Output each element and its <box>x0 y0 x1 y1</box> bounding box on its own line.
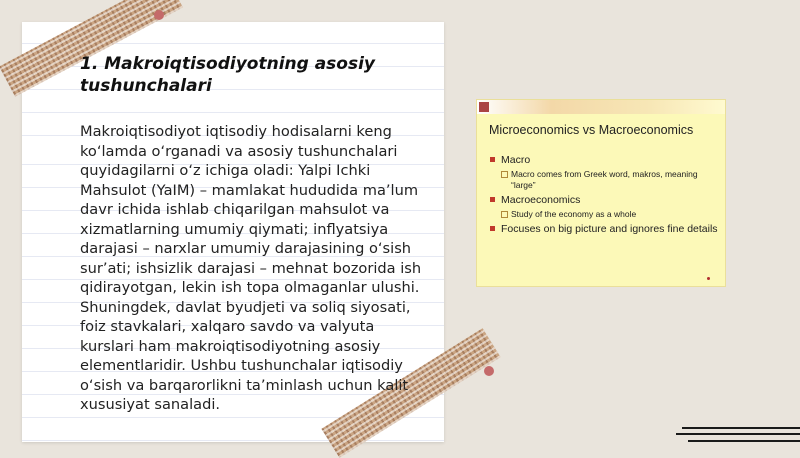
slide-item-label: Focuses on big picture and ignores fine details <box>501 223 718 235</box>
pin-dot-top <box>154 10 164 20</box>
slide-header-bar <box>477 100 725 114</box>
decorative-line <box>682 427 800 429</box>
slide-title: Microeconomics vs Macroeconomics <box>489 123 694 137</box>
slide-thumbnail <box>477 100 725 286</box>
slide-footer-dot <box>707 277 710 280</box>
square-bullet-icon <box>490 197 495 202</box>
slide-corner-mark <box>479 102 489 112</box>
body-paragraph: Makroiqtisodiyot iqtisodiy hodisalarni keng ko‘lamda o‘rganadi va asosiy tushunchalari quyidagilarni o‘z ichiga oladi: Yalpi Ichki Mahsulot (YaIM) – mamlakat hududida ma’lum davr ichida ishlab chiqarilgan mahsulot va xizmatlarning umumiy qiymati; inflyatsiya darajasi – narxlar umumiy darajasining o‘sish sur’ati; ishsizlik darajasi – mehnat bozorida ish qidirayotgan, lekin ish topa olmaganlar ulushi. Shuningdek, davlat byudjeti va soliq siyosati, foiz stavkalari, xalqaro savdo va valyuta kurslari ham makroiqtisodiyotning asosiy elementlaridir. Ushbu tushunchalar iqtisodiy o‘sish va barqarorlikni ta’minlash uchun kalit xususiyat sanaladi. <box>80 123 422 413</box>
slide-item <box>489 223 719 236</box>
slide-subitem <box>489 169 719 191</box>
pin-dot-bottom <box>484 366 494 376</box>
decorative-line <box>676 433 800 435</box>
slide-bullet-list <box>489 154 719 238</box>
decorative-line <box>688 440 800 442</box>
slide-subitem-text: Macro comes from Greek word, makros, meaning “large” <box>511 169 698 190</box>
slide-item <box>489 194 719 207</box>
hollow-square-bullet-icon <box>501 211 508 218</box>
square-bullet-icon <box>490 226 495 231</box>
slide-item <box>489 154 719 167</box>
hollow-square-bullet-icon <box>501 171 508 178</box>
slide-subitem <box>489 209 719 220</box>
slide-subitem-text: Study of the economy as a whole <box>511 209 637 219</box>
slide-item-label: Macro <box>501 154 531 166</box>
slide-item-label: Macroeconomics <box>501 194 581 206</box>
section-title: 1. Makroiqtisodiyotning asosiy tushunchalari <box>80 54 376 96</box>
square-bullet-icon <box>490 157 495 162</box>
